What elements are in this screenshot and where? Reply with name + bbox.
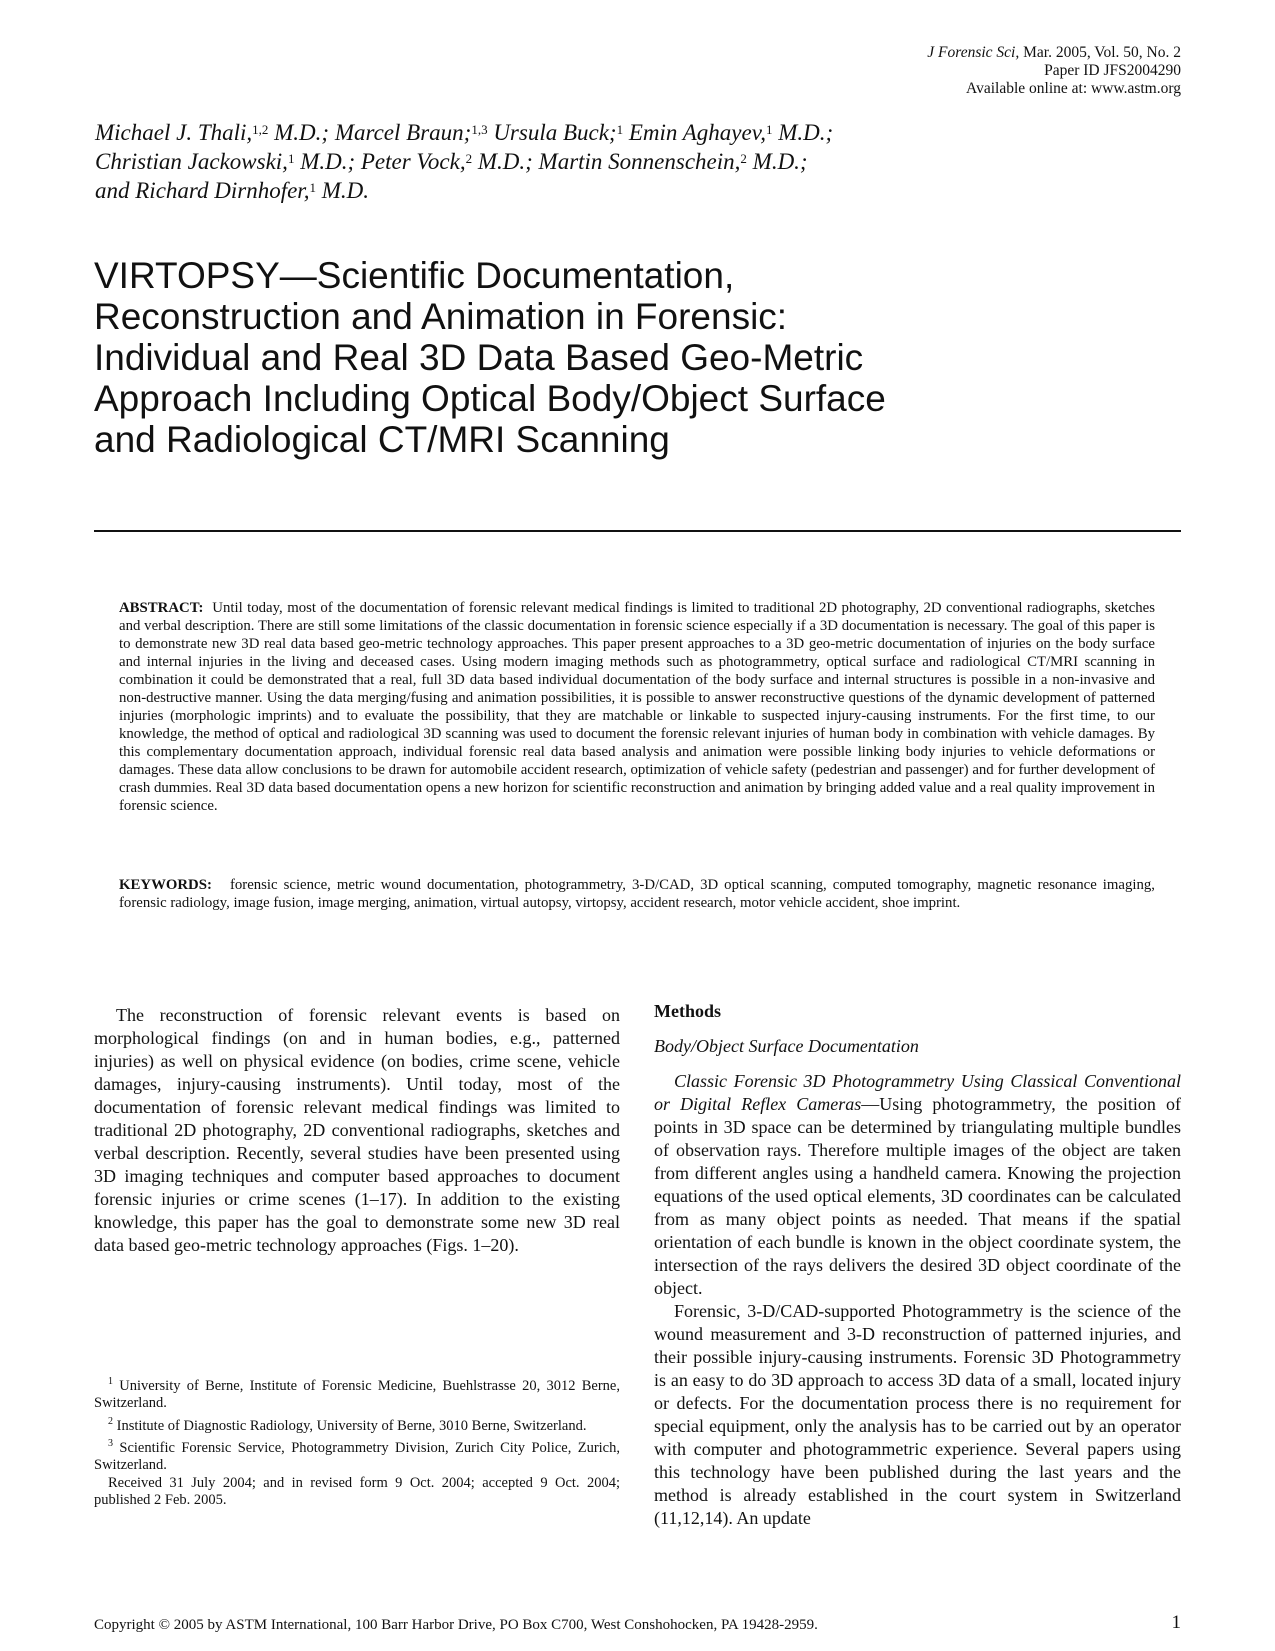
keywords-text: forensic science, metric wound documentation, photogrammetry, 3-D/CAD, 3D optical scanning, computed tomography, magnetic resonance imaging, forensic radiology, image fusion, image merging, animation, virtual autopsy, virtopsy, accident research, motor vehicle accident, shoe imprint. xyxy=(119,877,1155,911)
author-name: Emin Aghayev, xyxy=(628,120,766,145)
intro-paragraph: The reconstruction of forensic relevant events is based on morphological findings (on and in human bodies, e.g., patterned injuries) as well on physical evidence (on bodies, crime scene, vehicle damages, injury-causing instruments). Until today, most of the documentation of forensic relevant medical findings was limited to traditional 2D photography, 2D conventional radiographs, sketches and verbal description. Recently, several studies have been presented using 3D imaging techniques and computer based approaches to document forensic injuries or crime scenes (1–17). In addition to the existing knowledge, this paper has the goal to demonstrate some new 3D real data based geo-metric technology approaches (Figs. 1–20). xyxy=(94,1005,620,1255)
title-line: Individual and Real 3D Data Based Geo-Metric xyxy=(94,337,864,378)
author-degree: M.D. xyxy=(315,178,369,203)
journal-abbrev: J Forensic Sci, xyxy=(927,44,1020,61)
author-degree: M.D.; xyxy=(472,149,539,174)
affiliation-mark: 1 xyxy=(287,151,295,166)
abstract xyxy=(119,599,1155,815)
author-name: Ursula Buck; xyxy=(493,120,617,145)
author-name: Peter Vock, xyxy=(360,149,466,174)
right-column xyxy=(654,1000,1181,1530)
affiliation-mark: 2 xyxy=(740,151,747,166)
footnotes xyxy=(94,1373,620,1510)
methods-heading: Methods xyxy=(654,1001,721,1021)
author-degree: M.D.; xyxy=(294,149,361,174)
run-in-heading: Classic Forensic 3D Photogrammetry Using Classical Conventional or Digital Reflex Cameras xyxy=(654,1071,1181,1114)
abstract-label: ABSTRACT: xyxy=(119,600,204,616)
footnote xyxy=(94,1435,620,1475)
received-dates: Received 31 July 2004; and in revised form 9 Oct. 2004; accepted 9 Oct. 2004; published 2 Feb. 2005. xyxy=(94,1474,620,1509)
affiliation-mark: 1 xyxy=(616,122,624,137)
title-line: Approach Including Optical Body/Object Surface xyxy=(94,378,886,419)
author-name: Christian Jackowski, xyxy=(95,149,288,174)
title-line: VIRTOPSY—Scientific Documentation, xyxy=(94,255,735,296)
keywords xyxy=(119,876,1155,912)
footnote-mark: 2 xyxy=(108,1415,113,1427)
footnote-mark: 3 xyxy=(108,1438,113,1450)
title-line: Reconstruction and Animation in Forensic: xyxy=(94,296,788,337)
paragraph-text: —Using photogrammetry, the position of points in 3D space can be determined by triangulating multiple bundles of observation rays. Therefore multiple images of the object are taken from different angles using a handheld camera. Knowing the projection equations of the used optical elements, 3D coordinates can be calculated from as many object points as needed. That means if the spatial orientation of each bundle is known in the object coordinate system, the intersection of the rays delivers the desired 3D object coordinate of the object. xyxy=(654,1094,1181,1298)
footnote-text: Institute of Diagnostic Radiology, University of Berne, 3010 Berne, Switzerland. xyxy=(113,1417,587,1434)
abstract-text: Until today, most of the documentation of forensic relevant medical findings is limited to traditional 2D photography, 2D conventional radiographs, sketches and verbal description. There are still some limitations of the classic documentation in forensic science especially if a 3D documentation is necessary. The goal of this paper is to demonstrate new 3D real data based geo-metric technology approaches. This paper present approaches to a 3D geo-metric documentation of injuries on the body surface and internal injuries in the living and deceased cases. Using modern imaging methods such as photogrammetry, optical surface and radiological CT/MRI scanning in combination it could be demonstrated that a real, full 3D data based individual documentation of the body surface and internal structures is possible in a non-invasive and non-destructive manner. Using the data merging/fusing and animation possibilities, it is possible to answer reconstructive questions of the dynamic development of patterned injuries (morphologic imprints) and to evaluate the possibility, that they are matchable or linkable to suspected injury-causing instruments. For the first time, to our knowledge, the method of optical and radiological 3D scanning was used to document the forensic relevant injuries of human body in combination with vehicle damages. By this complementary documentation approach, individual forensic real data based analysis and animation were possible linking body injuries to vehicle deformations or damages. These data allow conclusions to be drawn for automobile accident research, optimization of vehicle safety (pedestrian and passenger) and for further development of crash dummies. Real 3D data based documentation opens a new horizon for scientific reconstruction and animation by bringing added value and a real quality improvement in forensic science. xyxy=(119,600,1155,814)
affiliation-mark: 1,2 xyxy=(252,122,269,137)
author-list xyxy=(95,118,945,205)
author-degree: M.D.; xyxy=(772,120,834,145)
keywords-label: KEYWORDS: xyxy=(119,877,212,893)
affiliation-mark: 1 xyxy=(309,180,316,195)
methods-paragraph xyxy=(654,1070,1181,1300)
journal-citation xyxy=(927,44,1181,62)
left-column xyxy=(94,1004,620,1257)
author-name: Martin Sonnenschein, xyxy=(538,149,741,174)
affiliation-mark: 2 xyxy=(465,151,473,166)
journal-issue: Mar. 2005, Vol. 50, No. 2 xyxy=(1019,44,1181,61)
footnote-text: Scientific Forensic Service, Photogrammetry Division, Zurich City Police, Zurich, Switzerland. xyxy=(94,1439,620,1474)
paper-id: Paper ID JFS2004290 xyxy=(1044,62,1181,79)
methods-paragraph: Forensic, 3-D/CAD-supported Photogrammetry is the science of the wound measurement and 3-D reconstruction of patterned injuries, and their possible injury-causing instruments. Forensic 3D Photogrammetry is an easy to do 3D approach to access 3D data of a small, located injury or defects. For the documentation process there is no requirement for special equipment, only the analysis has to be carried out by an operator with computer and photogrammetric experience. Several papers using this technology have been published during the last years and the method is already established in the court system in Switzerland (11,12,14). An update xyxy=(654,1301,1181,1528)
author-name: and Richard Dirnhofer, xyxy=(95,178,310,203)
footnote-text: University of Berne, Institute of Forensic Medicine, Buehlstrasse 20, 3012 Berne, Switzerland. xyxy=(94,1377,620,1412)
footnote xyxy=(94,1413,620,1435)
footnote xyxy=(94,1373,620,1413)
author-degree: M.D.; xyxy=(746,149,808,174)
page-number: 1 xyxy=(1171,1612,1181,1633)
author-name: Michael J. Thali, xyxy=(95,120,253,145)
title-divider xyxy=(94,530,1181,532)
title-line: and Radiological CT/MRI Scanning xyxy=(94,419,670,460)
affiliation-mark: 1 xyxy=(765,122,773,137)
methods-subheading: Body/Object Surface Documentation xyxy=(654,1036,919,1056)
affiliation-mark: 1,3 xyxy=(471,122,488,137)
copyright-notice: Copyright © 2005 by ASTM International, 100 Barr Harbor Drive, PO Box C700, West Conshohocken, PA 19428-2959. xyxy=(94,1617,818,1633)
author-name: Marcel Braun; xyxy=(334,120,472,145)
journal-header xyxy=(927,44,1181,98)
availability: Available online at: www.astm.org xyxy=(966,80,1181,97)
paper-title xyxy=(94,255,954,460)
author-degree: M.D.; xyxy=(268,120,335,145)
footnote-mark: 1 xyxy=(108,1376,113,1387)
